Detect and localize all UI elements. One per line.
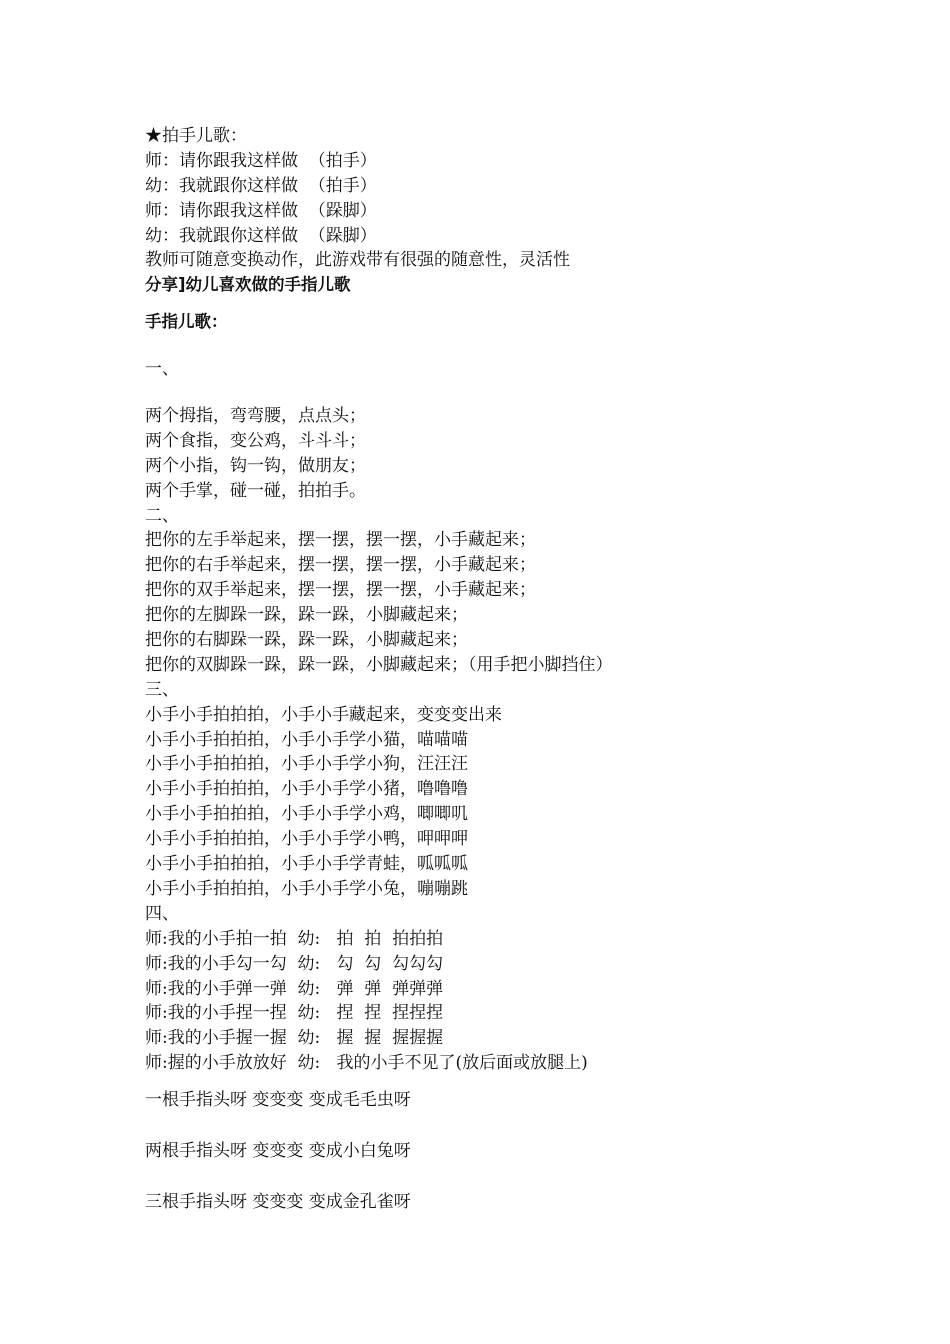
spacer [145,335,905,357]
spacer [145,1076,905,1088]
intro-line: 师：请你跟我这样做 （拍手） [145,150,377,171]
section-1-label: 一、 [145,359,179,380]
section-3-label: 三、 [145,679,179,700]
section-4-label: 四、 [145,903,179,924]
section-4-line: 师:我的小手拍一拍 幼: 拍 拍 拍拍拍 [145,928,444,949]
share-heading: 分享]幼儿喜欢做的手指儿歌 [145,275,351,295]
section-3-line: 小手小手拍拍拍，小手小手学小猫，喵喵喵 [145,729,468,750]
section-1-line: 两个拇指，弯弯腰，点点头； [145,406,366,427]
section-3-line: 小手小手拍拍拍，小手小手学小鸭，呷呷呷 [145,829,468,850]
section-1-line: 两个食指，变公鸡，斗斗斗； [145,430,366,451]
spacer [145,382,905,404]
intro-line: 教师可随意变换动作，此游戏带有很强的随意性，灵活性 [145,250,570,271]
section-2-line: 把你的左脚跺一跺，跺一跺，小脚藏起来； [145,605,468,626]
section-3-line: 小手小手拍拍拍，小手小手学小猪，噜噜噜 [145,779,468,800]
section-4-line: 师:我的小手弹一弹 幼: 弹 弹 弹弹弹 [145,978,444,999]
section-2-label: 二、 [145,505,179,526]
section-2-line: 把你的双手举起来，摆一摆，摆一摆，小手藏起来； [145,580,536,601]
section-4-line: 师:我的小手捏一捏 幼: 捏 捏 捏捏捏 [145,1003,444,1024]
section-3-line: 小手小手拍拍拍，小手小手学小狗，汪汪汪 [145,754,468,775]
section-1-line: 两个手掌，碰一碰，拍拍手。 [145,480,366,501]
section-2-line: 把你的左手举起来，摆一摆，摆一摆，小手藏起来； [145,530,536,551]
intro-line: 师：请你跟我这样做 （跺脚） [145,200,377,221]
section-3-line: 小手小手拍拍拍，小手小手学小兔，嘣嘣跳 [145,878,468,899]
section-4-line: 师:我的小手握一握 幼: 握 握 握握握 [145,1028,444,1049]
section-3-line: 小手小手拍拍拍，小手小手学青蛙，呱呱呱 [145,854,468,875]
intro-line: 幼：我就跟你这样做 （跺脚） [145,225,377,246]
section-4-line: 师:我的小手勾一勾 幼: 勾 勾 勾勾勾 [145,953,444,974]
intro-line: 幼：我就跟你这样做 （拍手） [145,175,377,196]
section-4-line: 师:握的小手放放好 幼: 我的小手不见了(放后面或放腿上) [145,1053,588,1074]
section-3-line: 小手小手拍拍拍，小手小手藏起来，变变变出来 [145,704,502,725]
clapping-song-title: ★拍手儿歌： [145,126,247,146]
finger-song-line: 三根手指头呀 变变变 变成金孔雀呀 [145,1191,411,1212]
section-2-line: 把你的右手举起来，摆一摆，摆一摆，小手藏起来； [145,555,536,576]
document-body [145,124,905,1215]
spacer [145,1164,905,1190]
section-1-line: 两个小指，钩一钩，做朋友； [145,455,366,476]
finger-song-line: 两根手指头呀 变变变 变成小白兔呀 [145,1140,411,1161]
section-2-line: 把你的右脚跺一跺，跺一跺，小脚藏起来； [145,630,468,651]
finger-song-heading: 手指儿歌： [145,312,228,332]
section-2-line: 把你的双脚跺一跺，跺一跺，小脚藏起来；（用手把小脚挡住） [145,654,613,675]
finger-song-line: 一根手指头呀 变变变 变成毛毛虫呀 [145,1090,411,1111]
spacer [145,298,905,310]
section-3-line: 小手小手拍拍拍，小手小手学小鸡，唧唧叽 [145,804,468,825]
spacer [145,1113,905,1139]
